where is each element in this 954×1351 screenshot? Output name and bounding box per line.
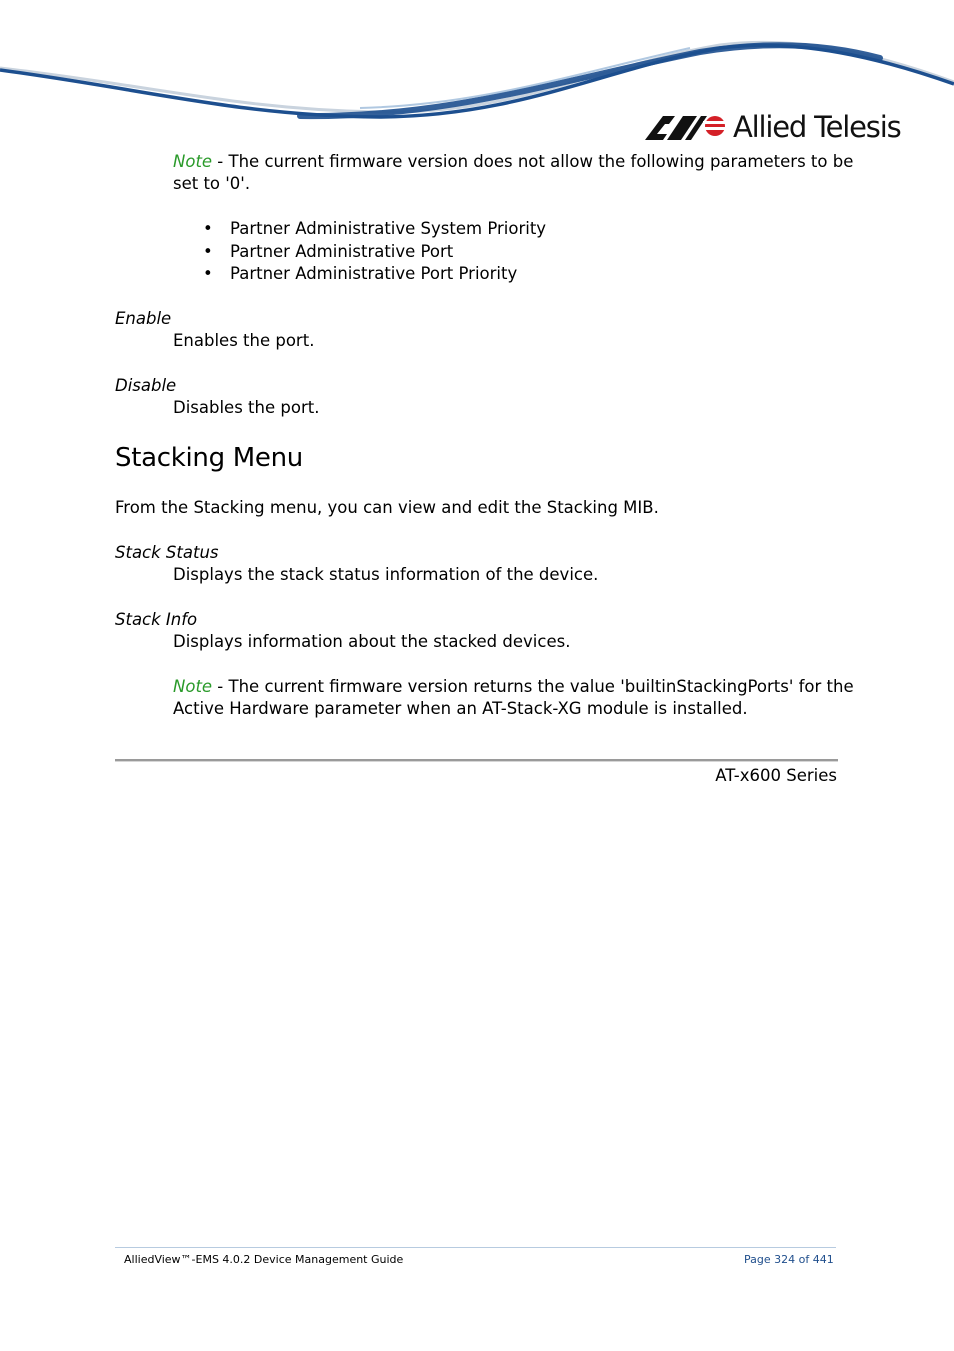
- term-stack-info: Stack Info: [115, 610, 198, 629]
- intro-note-line-2: set to '0'.: [173, 174, 251, 193]
- section-heading: Stacking Menu: [115, 443, 303, 473]
- description-stack-status: Displays the stack status information of the device.: [173, 565, 599, 584]
- note-text: - The current firmware version returns the value 'builtinStackingPorts' for the: [212, 677, 854, 696]
- footer-page-number: Page 324 of 441: [744, 1253, 834, 1266]
- note-label: Note: [173, 152, 213, 171]
- list-item: • Partner Administrative Port Priority: [201, 263, 546, 286]
- term-enable: Enable: [115, 309, 172, 328]
- section-intro: From the Stacking menu, you can view and edit the Stacking MIB.: [115, 498, 659, 517]
- allied-telesis-logo: [645, 110, 900, 144]
- intro-note-line-1: [173, 151, 853, 173]
- section-divider: [115, 759, 838, 762]
- footer-document-title: AlliedView™-EMS 4.0.2 Device Management Guide: [124, 1253, 404, 1266]
- logo-wordmark: Allied Telesis: [733, 110, 901, 144]
- note-text: - The current firmware version does not allow the following parameters to be: [212, 152, 854, 171]
- description-stack-info: Displays information about the stacked devices.: [173, 632, 571, 651]
- allied-telesis-logo-mark-icon: [645, 112, 727, 142]
- parameter-list: [201, 218, 546, 286]
- term-stack-status: Stack Status: [115, 543, 219, 562]
- footer-divider: [115, 1247, 836, 1248]
- stack-note-line-1: [173, 676, 854, 698]
- list-item: • Partner Administrative Port: [201, 241, 546, 264]
- description-disable: Disables the port.: [173, 398, 320, 417]
- term-disable: Disable: [115, 376, 177, 395]
- product-series-label: AT-x600 Series: [715, 766, 837, 785]
- list-item: • Partner Administrative System Priority: [201, 218, 546, 241]
- note-label: Note: [173, 677, 213, 696]
- stack-note-line-2: Active Hardware parameter when an AT-Stack-XG module is installed.: [173, 699, 748, 718]
- description-enable: Enables the port.: [173, 331, 315, 350]
